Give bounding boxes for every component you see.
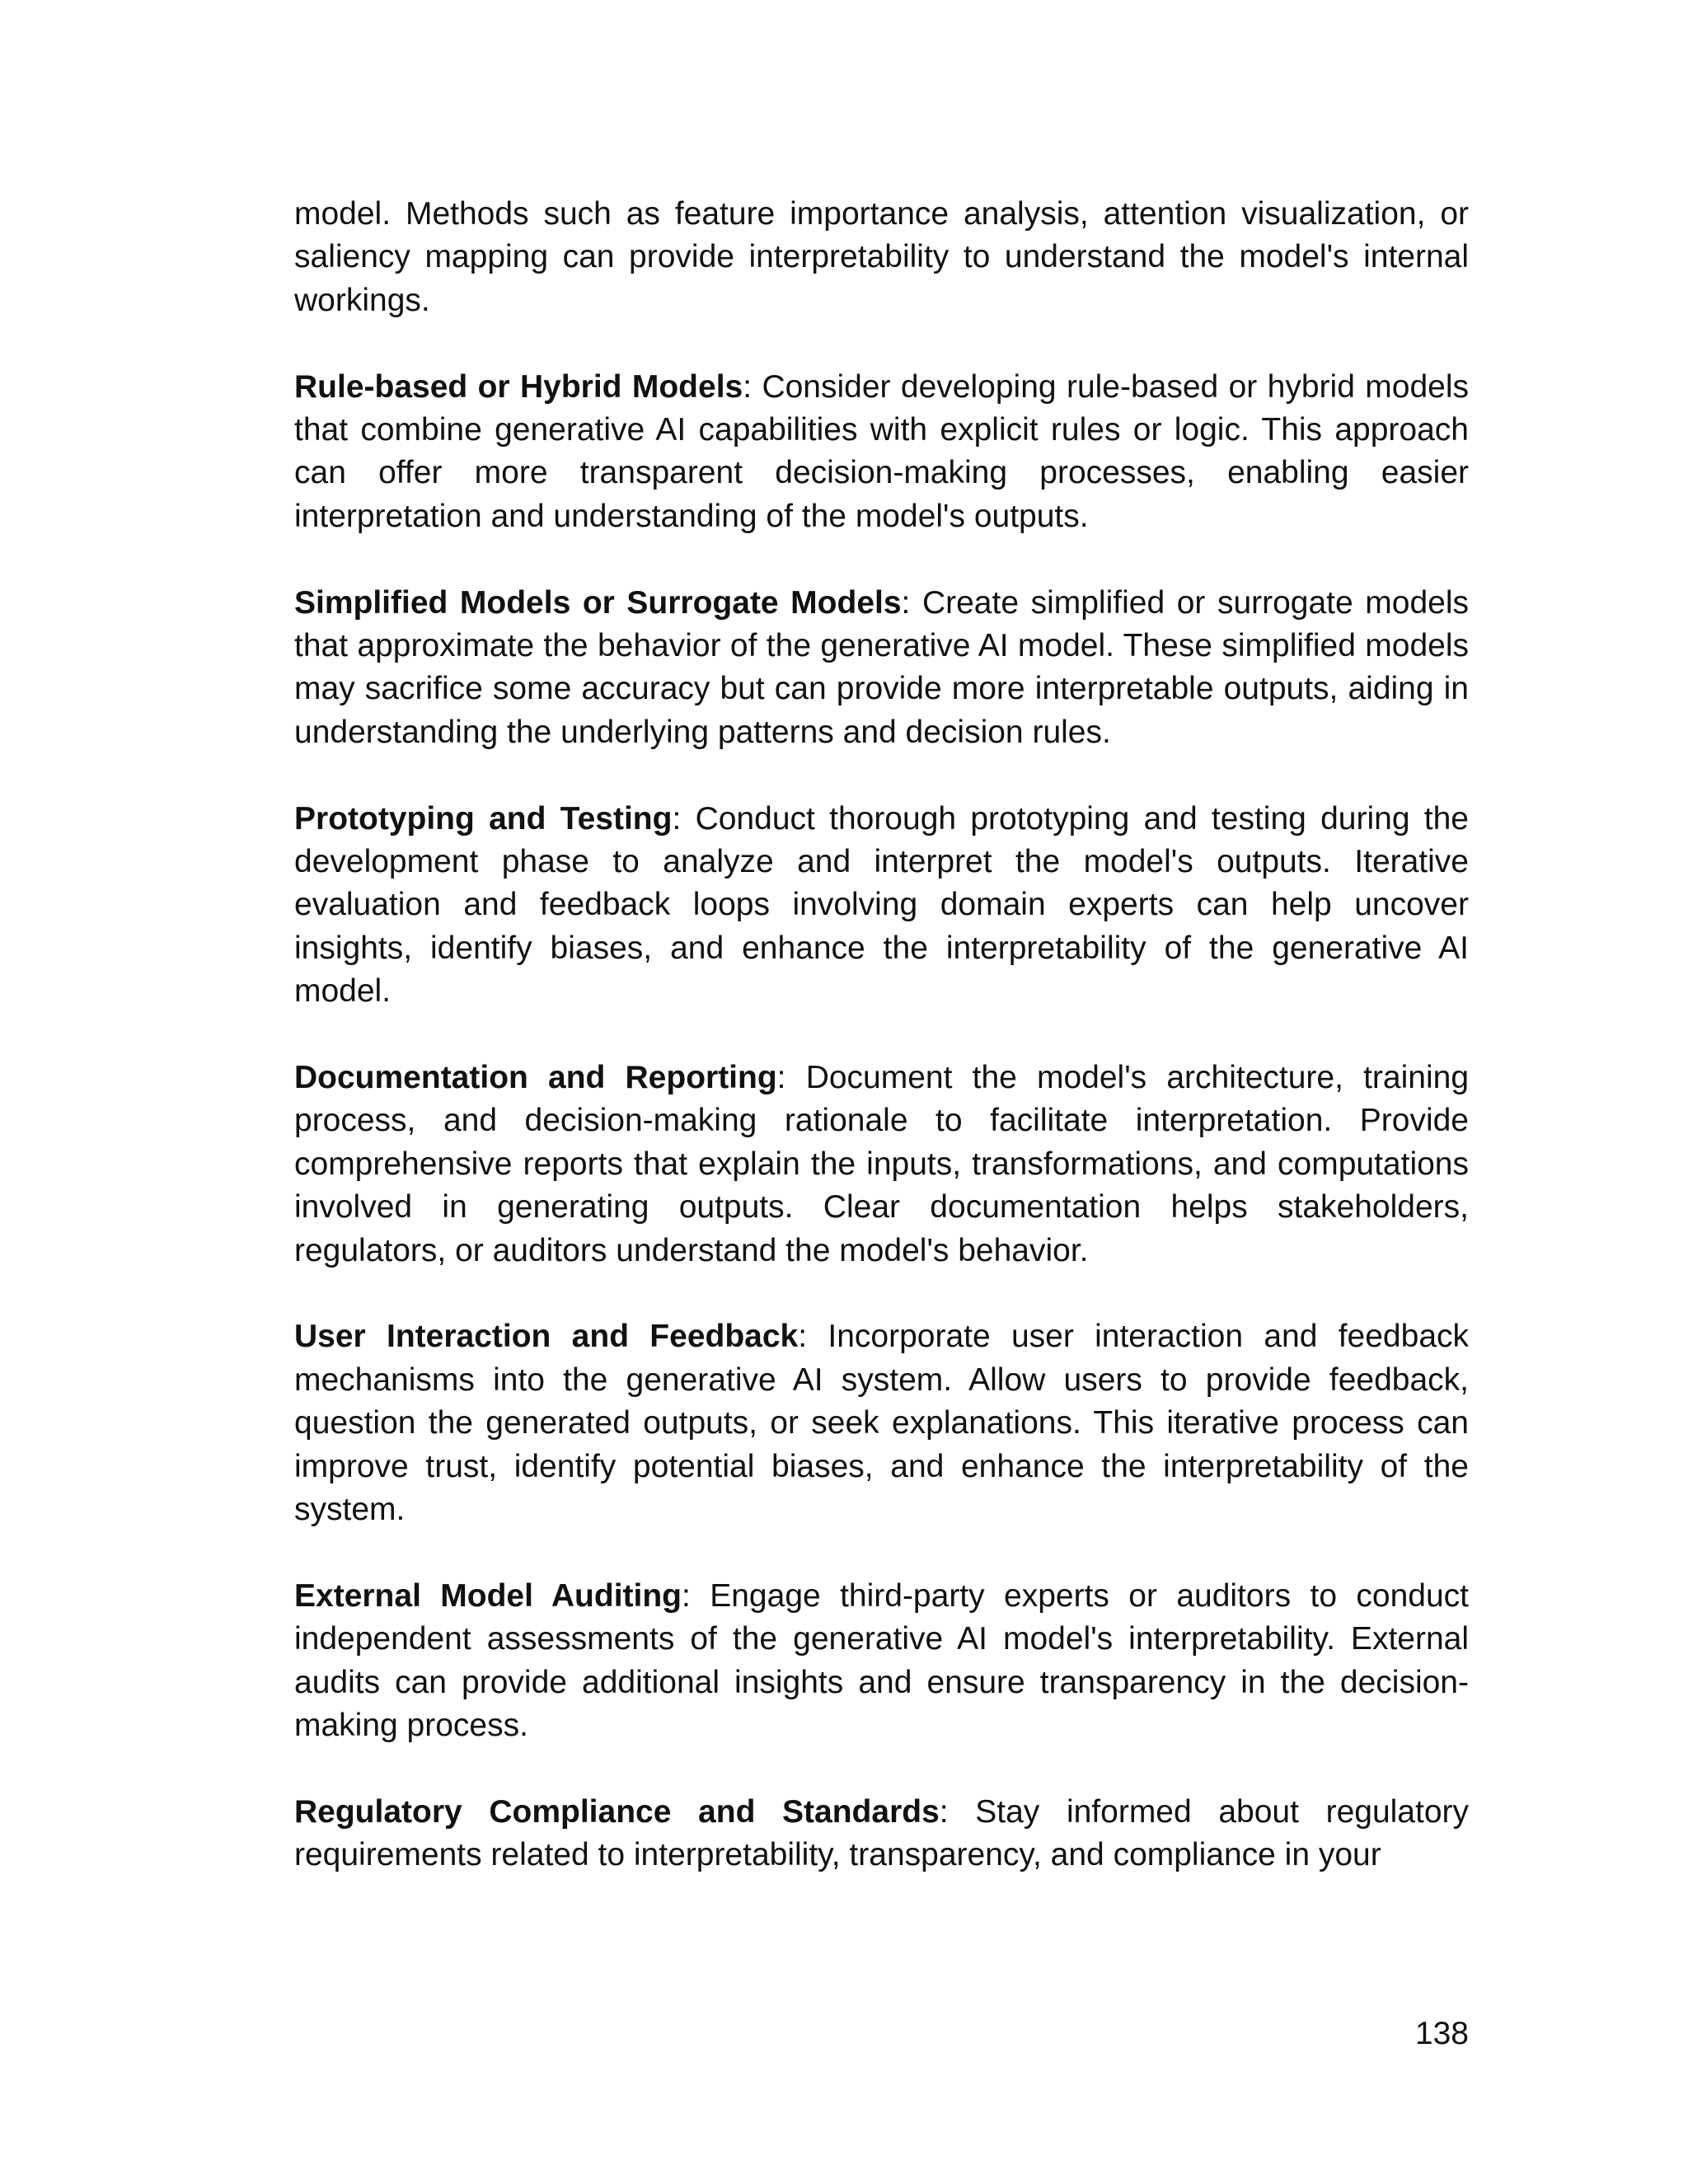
paragraph-term: Documentation and Reporting bbox=[294, 1060, 777, 1096]
paragraph-separator: : bbox=[776, 1060, 806, 1096]
paragraph-rule-based-hybrid-models bbox=[294, 366, 1469, 539]
page-body bbox=[294, 193, 1469, 1920]
paragraph-separator: : bbox=[798, 1319, 828, 1355]
paragraph-continuation bbox=[294, 193, 1469, 322]
paragraph-text: Document the model's architecture, training process, and decision-making rationale to facilitate interpretation. Provide comprehensive reports that explain the inputs, transformations, and computations involved in generating outputs. Clear documentation helps stakeholders, regulators, or auditors understand the model's behavior. bbox=[294, 1060, 1470, 1268]
paragraph-user-interaction-feedback bbox=[294, 1315, 1469, 1531]
paragraph-separator: : bbox=[939, 1793, 976, 1830]
paragraph-term: User Interaction and Feedback bbox=[294, 1319, 799, 1355]
paragraph-regulatory-compliance-standards bbox=[294, 1791, 1469, 1877]
paragraph-separator: : bbox=[743, 368, 762, 405]
paragraph-text: model. Methods such as feature importance analysis, attention visualization, or saliency mapping can provide interpretability to understand the model's internal workings. bbox=[294, 196, 1469, 318]
paragraph-text: Conduct thorough prototyping and testing during the development phase to analyze and interpret the model's outputs. Iterative evaluation and feedback loops involving domain experts can help uncover insights, identify biases, and enhance the interpretability of the generative AI model. bbox=[294, 800, 1469, 1010]
paragraph-text: Engage third-party experts or auditors to conduct independent assessments of the generative AI model's interpretability. External audits can provide additional insights and ensure transparency in the decision-making process. bbox=[294, 1577, 1469, 1744]
paragraph-text: Incorporate user interaction and feedback mechanisms into the generative AI system. Allow users to provide feedback, question the generated outputs, or seek explanations. This iterative process can improve trust, identify potential biases, and enhance the interpretability of the system. bbox=[294, 1319, 1470, 1528]
paragraph-text: Create simplified or surrogate models that approximate the behavior of the generative AI model. These simplified models may sacrifice some accuracy but can provide more interpretable outputs, aiding in understanding the underlying patterns and decision rules. bbox=[294, 584, 1469, 750]
paragraph-prototyping-testing bbox=[294, 798, 1469, 1014]
paragraph-term: Prototyping and Testing bbox=[294, 800, 673, 837]
paragraph-text: Consider developing rule-based or hybrid models that combine generative AI capabilities with explicit rules or logic. This approach can offer more transparent decision-making processes, enabling easier interpretation and understanding of the model's outputs. bbox=[294, 368, 1469, 534]
paragraph-separator: : bbox=[682, 1577, 710, 1614]
paragraph-text: Stay informed about regulatory requirements related to interpretability, transparency, and compliance in your bbox=[294, 1793, 1470, 1873]
page-number: 138 bbox=[1414, 2016, 1469, 2051]
paragraph-term: Simplified Models or Surrogate Models bbox=[294, 584, 902, 621]
paragraph-separator: : bbox=[901, 584, 922, 621]
paragraph-separator: : bbox=[672, 800, 696, 837]
paragraph-documentation-reporting bbox=[294, 1057, 1469, 1272]
paragraph-simplified-surrogate-models bbox=[294, 582, 1469, 755]
paragraph-term: Rule-based or Hybrid Models bbox=[294, 368, 743, 405]
paragraph-external-model-auditing bbox=[294, 1575, 1469, 1748]
paragraph-term: Regulatory Compliance and Standards bbox=[294, 1793, 940, 1830]
paragraph-term: External Model Auditing bbox=[294, 1577, 682, 1614]
